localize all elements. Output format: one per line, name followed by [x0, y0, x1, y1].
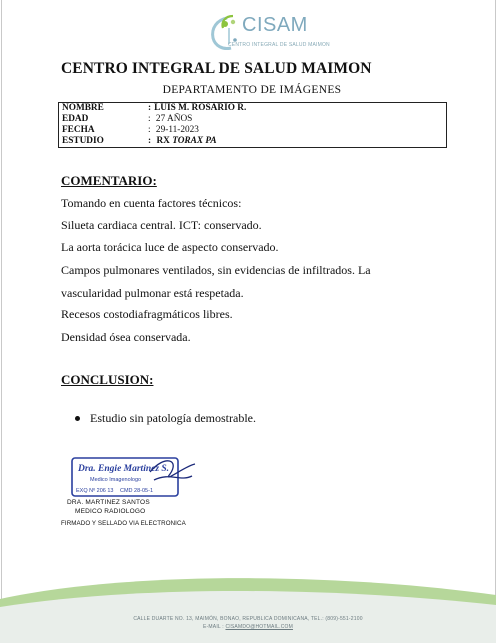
stamp-name: Dra. Engie Martinez S. [78, 464, 170, 474]
comment-line: Recesos costodiafragmáticos libres. [61, 307, 233, 321]
patient-info-box [58, 102, 447, 148]
field-label: NOMBRE [62, 103, 104, 113]
patient-row-date [62, 125, 446, 136]
comment-line: Campos pulmonares ventilados, sin evidencias de infiltrados. La [61, 263, 371, 277]
field-value: : 29-11-2023 [148, 125, 199, 135]
comment-line: Densidad ósea conservada. [61, 330, 191, 344]
logo-subtitle: CENTRO INTEGRAL DE SALUD MAIMON [228, 42, 330, 48]
patient-row-name [62, 103, 446, 114]
signature-note: FIRMADO Y SELLADO VIA ELECTRONICA [61, 520, 186, 527]
signer-name: DRA. MARTINEZ SANTOS [67, 499, 150, 506]
stamp-title: Medico Imagenologo [90, 477, 142, 483]
department-title: DEPARTAMENTO DE IMÁGENES [162, 84, 342, 96]
signer-title: MEDICO RADIOLOGO [75, 508, 146, 515]
stamp-cmd: CMD 28-05-1 [120, 488, 154, 494]
field-label: EDAD [62, 114, 89, 124]
signature-stamp-icon [70, 452, 200, 502]
field-value: : LUIS M. ROSARIO R. [148, 103, 247, 113]
footer-email-link[interactable]: CISAMDO@HOTMAIL.COM [225, 624, 293, 630]
field-value: : 27 AÑOS [148, 114, 193, 124]
comment-line: Silueta cardiaca central. ICT: conservado. [61, 218, 262, 232]
conclusion-heading: CONCLUSION: [61, 372, 154, 387]
footer-address: CALLE DUARTE NO. 13, MAIMÓN, BONAO, REPUBLICA DOMINICANA, TEL.: (809)-551-2100 [133, 616, 363, 622]
footer-email-line: E-MAIL : CISAMDO@HOTMAIL.COM [203, 624, 293, 630]
patient-row-study [62, 136, 446, 147]
comment-line: Tomando en cuenta factores técnicos: [61, 196, 242, 210]
comentario-heading: COMENTARIO: [61, 173, 157, 188]
bullet-icon [75, 416, 80, 421]
field-value: : RX TORAX PA [148, 136, 217, 146]
logo-brand-text: CISAM [242, 14, 308, 36]
comment-line: La aorta torácica luce de aspecto conservado. [61, 240, 279, 254]
patient-row-age [62, 114, 446, 125]
org-title: CENTRO INTEGRAL DE SALUD MAIMON [61, 60, 372, 77]
comment-line: vascularidad pulmonar está respetada. [61, 286, 244, 300]
conclusion-item: Estudio sin patología demostrable. [75, 411, 256, 426]
stamp-exq: EXQ Nº 206 13 [76, 488, 114, 494]
footer-wave-decoration [0, 575, 496, 643]
field-label: ESTUDIO [62, 136, 104, 146]
field-label: FECHA [62, 125, 95, 135]
